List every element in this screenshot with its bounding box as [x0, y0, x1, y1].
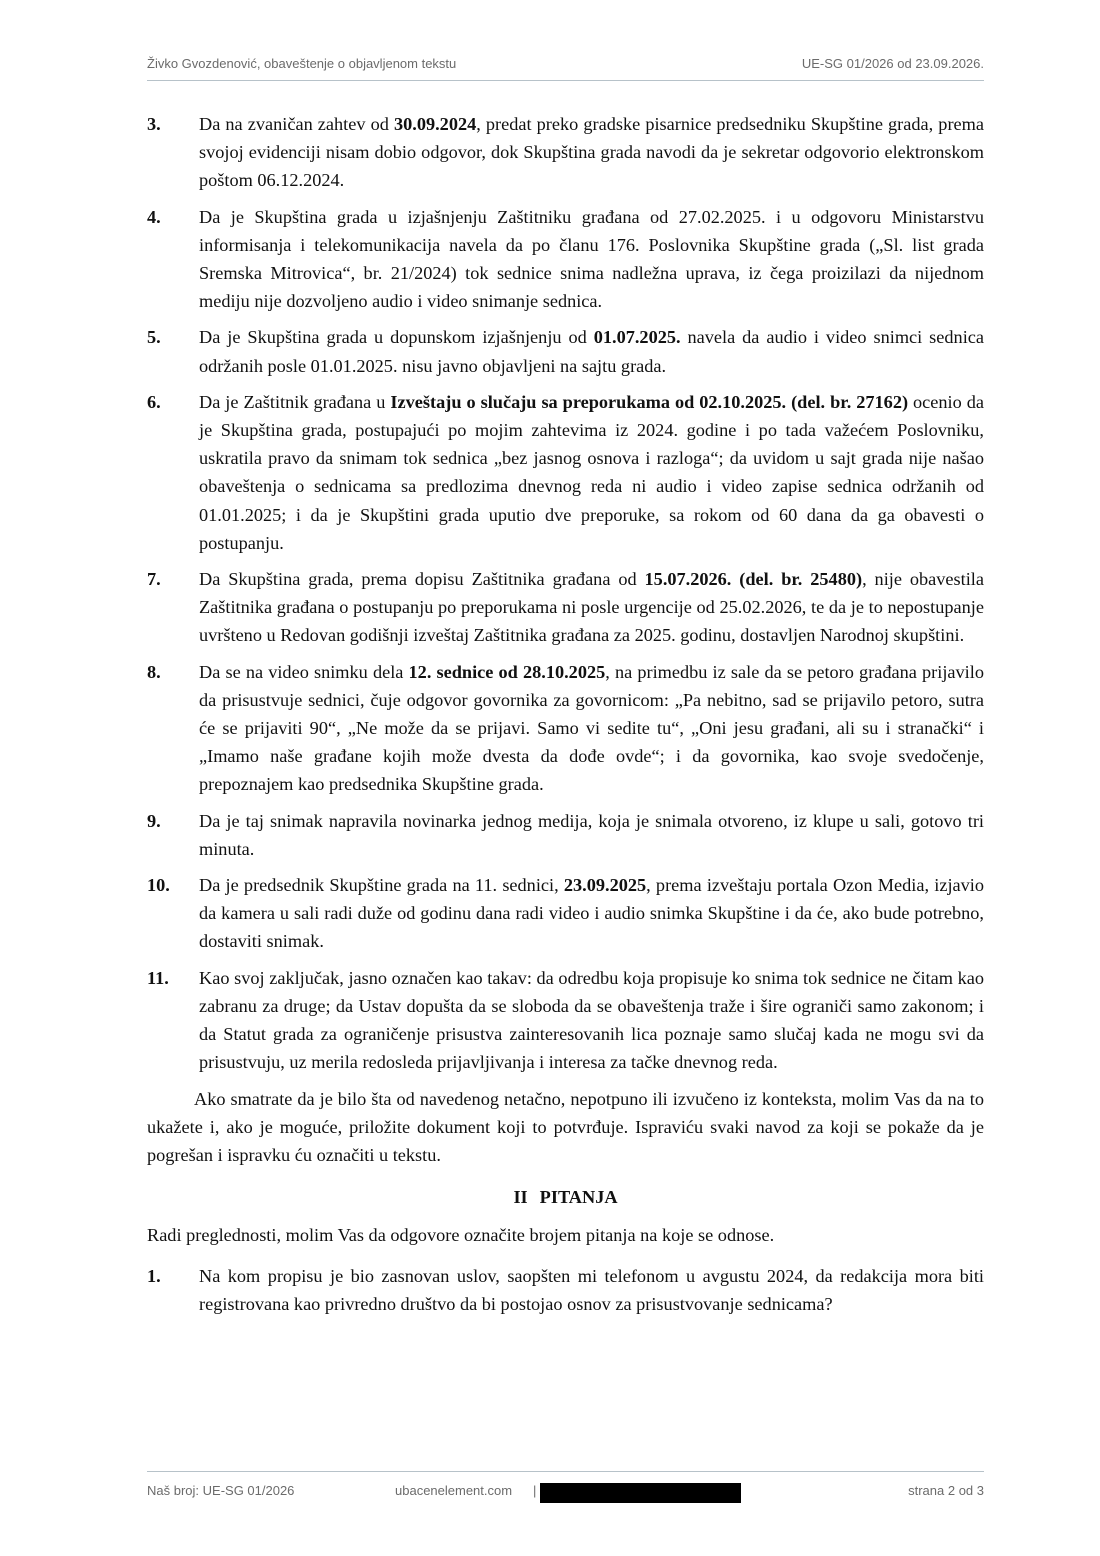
statement-item [147, 964, 984, 1077]
statement-emphasis: 15.07.2026. (del. br. 25480) [644, 569, 863, 590]
footer-website-link[interactable]: ubacenelement.com [395, 1483, 513, 1498]
statement-item [147, 658, 984, 799]
statement-segment: Da Skupština grada, prema dopisu Zaštitnika građana od [199, 569, 645, 590]
statement-number: 11. [147, 967, 169, 988]
closing-paragraph: Ako smatrate da je bilo šta od navedenog netačno, nepotpuno ili izvučeno iz konteksta, molim Vas da na to ukažete i, ako je moguće, priložite dokument koji to potvrđuje. Ispraviću svaki navod za koji se pokaže da je pogrešan i ispravku ću označiti u tekstu. [147, 1088, 984, 1165]
statement-number: 5. [147, 327, 161, 348]
statement-number: 7. [147, 569, 161, 590]
statement-text [199, 114, 984, 190]
section-title: PITANJA [539, 1187, 618, 1208]
document-body [147, 110, 984, 1326]
statement-item [147, 871, 984, 956]
footer-separator: | [533, 1483, 537, 1498]
statement-emphasis: 01.07.2025. [593, 327, 681, 348]
section-heading [147, 1183, 984, 1211]
statement-text [199, 207, 984, 312]
statement-segment: Kao svoj zaključak, jasno označen kao takav: da odredbu koja propisuje ko snima tok sednice ne čitam kao zabranu za druge; da Ustav dopušta da se sloboda da se obaveštenja traže i šire ograniči samo zakonom; i da Statut grada za ograničenje prisustva zainteresovanih lica poznaje samo slučaj kada ne mogu svi da prisustvuju, uz merila redosleda prijavljivanja i interesa za tačke dnevnog reda. [199, 967, 984, 1073]
statement-item [147, 388, 984, 557]
footer-page-number: strana 2 od 3 [908, 1483, 984, 1498]
statement-emphasis: Izveštaju o slučaju sa preporukama od 02.10.2025. (del. br. 27162) [390, 391, 909, 412]
statement-item [147, 110, 984, 195]
question-item [147, 1262, 984, 1318]
page-header [147, 54, 984, 81]
statement-segment: ocenio da je Skupština grada, postupajući po mojim zahtevima iz 2024. godine i po tada važećem Poslovniku, uskratila pravo da snimam tok sednica „bez jasnog osnova i razloga“; da uvidom u sajt grada nije našao obaveštenja o sednicama sa predlozima dnevnog reda ni audio i video zapise sednica održanih od 01.01.2025; i da je Skupštini grada uputio dve preporuke, sa rokom od 60 dana da ga obavesti o postupanju. [199, 391, 984, 553]
statement-list [147, 110, 984, 1077]
statement-item [147, 807, 984, 863]
question-number: 1. [147, 1265, 161, 1286]
statement-segment: , na primedbu iz sale da se petoro građana prijavilo da prisustvuje sednici, čuje odgovor govornika za govornicom: „Pa nebitno, sad se prijavilo petoro, sutra će se prijaviti 90“, „Ne može da se prijavi. Samo vi sedite tu“, „Oni jesu građani, ali su i stranački“ i „Imamo naše građane kojih može dvesta da dođe ovde“; i da govornika, kao svoje svedočenje, prepoznajem kao predsednika Skupštine grada. [199, 661, 984, 795]
statement-number: 3. [147, 114, 161, 134]
statement-number: 10. [147, 875, 170, 896]
statement-item [147, 323, 984, 379]
statement-segment: Da je Zaštitnik građana u [199, 391, 391, 412]
statement-segment: Da se na video snimku dela [199, 661, 409, 682]
statement-text [199, 569, 984, 645]
redaction-bar [540, 1483, 741, 1503]
statement-segment: , predat preko gradske pisarnice predsedniku Skupštine grada, prema svojoj evidenciji nisam dobio odgovor, dok Skupština grada navodi da je sekretar odgovorio elektronskom poštom 06.12.2024. [199, 114, 984, 191]
statement-text [199, 327, 984, 375]
footer-reference-number: Naš broj: UE-SG 01/2026 [147, 1483, 295, 1498]
statement-number: 4. [147, 206, 161, 227]
statement-number: 8. [147, 661, 161, 682]
header-author-title: Živko Gvozdenović, obaveštenje o objavljenom tekstu [147, 56, 457, 71]
statement-segment: navela da audio i video snimci sednica održanih posle 01.01.2025. nisu javno objavljeni na sajtu grada. [199, 327, 984, 376]
statement-segment: Da na zvaničan zahtev od [199, 114, 394, 134]
statement-segment: Da je predsednik Skupštine grada na 11. sednici, [199, 875, 564, 896]
statement-segment: Da je Skupština grada u dopunskom izjašnjenju od [199, 327, 594, 348]
statement-text [199, 875, 984, 951]
statement-text [199, 392, 984, 553]
statement-text [199, 662, 984, 795]
statement-segment: Da je Skupština grada u izjašnjenju Zaštitniku građana od 27.02.2025. i u odgovoru Ministarstvu informisanja i telekomunikacija navela da po članu 176. Poslovnika Skupštine grada („Sl. list grada Sremska Mitrovica“, br. 21/2024) tok sednice snima nadležna uprava, iz čega proizilazi da nijednom mediju nije dozvoljeno audio i video snimanje sednica. [199, 206, 984, 312]
section-numeral: II [513, 1187, 528, 1208]
statement-number: 6. [147, 391, 161, 412]
statement-emphasis: 23.09.2025 [563, 875, 647, 896]
statement-emphasis: 12. sednice od 28.10.2025 [408, 661, 606, 682]
statement-segment: , nije obavestila Zaštitnika građana o postupanju po preporukama ni posle urgencije od 25.02.2026, te da je to nepostupanje uvršteno u Redovan godišnji izveštaj Zaštitnika građana za 2025. godinu, dostavljen Narodnoj skupštini. [199, 569, 984, 646]
statement-text [199, 968, 984, 1073]
statement-segment: Da je taj snimak napravila novinarka jednog medija, koja je snimala otvoreno, iz klupe u sali, gotovo tri minuta. [199, 810, 984, 859]
statement-item [147, 565, 984, 650]
header-reference: UE-SG 01/2026 od 23.09.2026. [801, 56, 984, 71]
statement-item [147, 203, 984, 316]
statement-emphasis: 30.09.2024 [393, 114, 477, 134]
question-text: Na kom propisu je bio zasnovan uslov, saopšten mi telefonom u avgustu 2024, da redakcija mora biti registrovana kao privredno društvo da bi postojao osnov za prisustvovanje sednicama? [199, 1265, 984, 1314]
section-intro: Radi preglednosti, molim Vas da odgovore označite brojem pitanja na koje se odnose. [147, 1225, 775, 1246]
statement-text [199, 811, 984, 859]
statement-segment: , prema izveštaju portala Ozon Media, izjavio da kamera u sali radi duže od godinu dana radi video i audio snimka Skupštine i da će, ako bude potrebno, dostaviti snimak. [199, 875, 984, 952]
page-footer [147, 1471, 984, 1512]
statement-number: 9. [147, 810, 161, 831]
